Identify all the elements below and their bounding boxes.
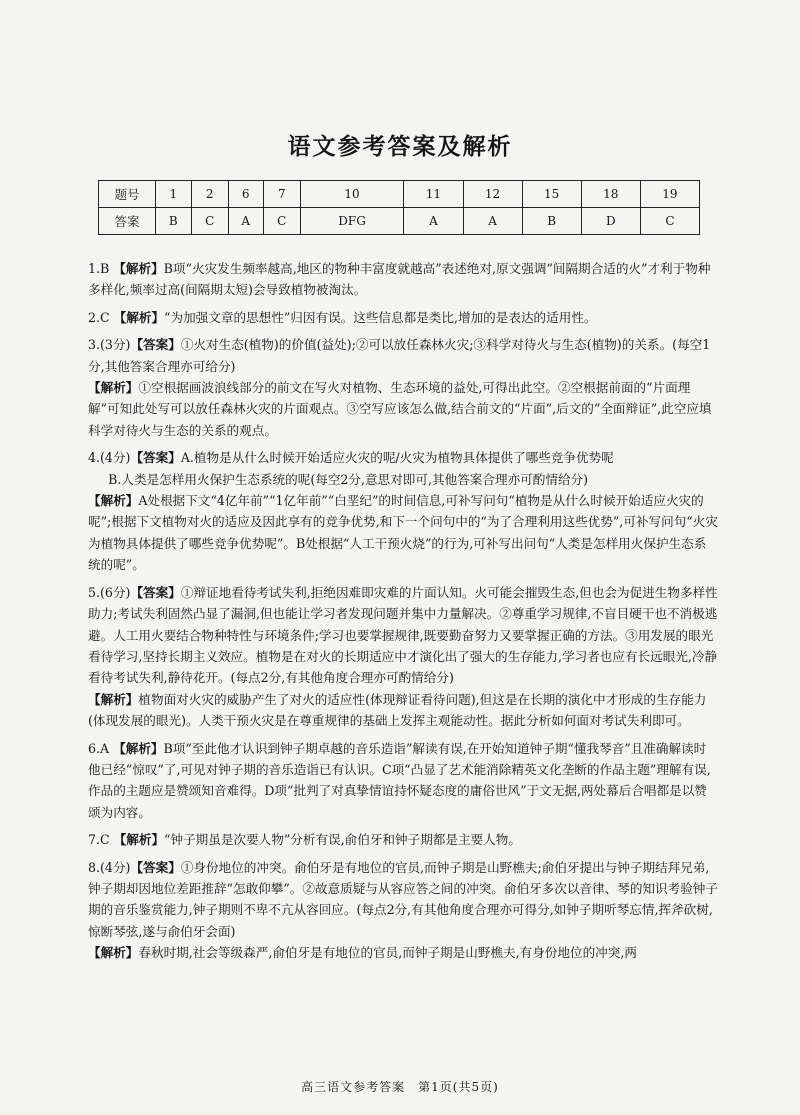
answer-tag: 【答案】: [130, 337, 181, 353]
answer-tag: 【答案】: [130, 859, 181, 875]
answer-tag: 【答案】: [130, 584, 181, 600]
item-2: [88, 307, 718, 328]
answer-table: [98, 180, 700, 235]
analysis-tag: 【解析】: [88, 691, 139, 707]
item-number: 3.(3分): [88, 337, 131, 353]
answer-cell: B: [156, 208, 192, 235]
question-number: 11: [404, 181, 463, 208]
analysis-tag: 【解析】: [88, 945, 139, 961]
item-text: ①身份地位的冲突。俞伯牙是有地位的官员,而钟子期是山野樵夫;俞伯牙提出与钟子期结拜兄弟,钟子期却因地位差距推辞“怎敢仰攀”。②故意质疑与从容应答之间的冲突。俞伯牙多次以音律、琴的知识考验钟子期的音乐鉴赏能力,钟子期则不卑不亢从容回应。(每点2分,有其他角度合理亦可得分,如钟子期听琴忘情,挥斧砍树,惊断琴弦,遂与俞伯牙会面): [88, 859, 718, 939]
answer-cell: A: [463, 208, 522, 235]
question-number: 7: [263, 181, 300, 208]
item-analysis: A处根据下文“4亿年前”“1亿年前”“白垩纪”的时间信息,可补写问句“植物是从什么时候开始适应火灾的呢”;根据下文植物对火的适应及因此享有的竞争优势,和下一个问句中的“为了合理利用这些优势”,可补写问句“火灾为植物具体提供了哪些竞争优势呢”。B处根据“人工干预火烧”的行为,可补写出问句“人类是怎样用火保护生态系统的呢”。: [88, 493, 718, 573]
analysis-tag: 【解析】: [88, 380, 139, 396]
question-number: 12: [463, 181, 522, 208]
answer-cell: A: [228, 208, 263, 235]
question-number: 6: [228, 181, 263, 208]
item-number: 4.(4分): [88, 450, 131, 466]
item-text: ①辩证地看待考试失利,拒绝因难即灾难的片面认知。火可能会摧毁生态,但也会为促进生物多样性助力;考试失利固然凸显了漏洞,但也能让学习者发现问题并集中力量解决。②尊重学习规律,不盲目硬干也不消极逃避。人工用火要结合物种特性与环境条件;学习也要掌握规律,既要勤奋努力又要掌握正确的方法。③用发展的眼光看待学习,坚持长期主义效应。植物是在对火的长期适应中才演化出了强大的生存能力,学习者也应有长远眼光,冷静看待考试失利,静待花开。(每点2分,有其他角度合理亦可酌情给分): [88, 584, 718, 686]
analysis-tag: 【解析】: [113, 309, 165, 325]
item-text: B项“至此他才认识到钟子期卓越的音乐造诣”解读有误,在开始知道钟子期“懂我琴音”且准确解读时他已经“惊叹”了,可见对钟子期的音乐造诣已有认识。C项“凸显了艺术能消除精英文化垄断的作品主题”理解有误,作品的主题应是赞颂知音难得。D项“批判了对真挚情谊持怀疑态度的庸俗世风”于文无据,两处幕后合唱都是以赞颂为内容。: [88, 740, 711, 820]
item-analysis: 春秋时期,社会等级森严,俞伯牙是有地位的官员,而钟子期是山野樵夫,有身份地位的冲突,两: [138, 945, 637, 961]
answer-cell: B: [522, 208, 581, 235]
answer-explanations: [88, 258, 718, 970]
answer-cell: DFG: [300, 208, 404, 235]
item-text: “为加强文章的思想性”归因有误。这些信息都是类比,增加的是表达的适用性。: [164, 309, 597, 325]
item-text: B项“火灾发生频率越高,地区的物种丰富度就越高”表述绝对,原文强调“间隔期合适的火”才利于物种多样化,频率过高(间隔期太短)会导致植物被淘汰。: [88, 261, 711, 298]
item-1: [88, 258, 718, 301]
answer-cell: C: [640, 208, 699, 235]
item-text: A.植物是从什么时候开始适应火灾的呢/火灾为植物具体提供了哪些竞争优势呢: [180, 450, 614, 466]
question-number: 19: [640, 181, 699, 208]
item-number: 7.C: [88, 832, 110, 848]
page-footer: 高三语文参考答案 第1页(共5页): [301, 1080, 499, 1094]
item-analysis: ①空根据画波浪线部分的前文在写火对植物、生态环境的益处,可得出此空。②空根据前面的“片面理解”可知此处写可以放任森林火灾的片面观点。③空写应该怎么做,结合前文的“片面”,后文的“全面辩证”,此空应填科学对待火与生态的关系的观点。: [88, 380, 712, 438]
item-number: 8.(4分): [88, 859, 131, 875]
item-5: [88, 582, 718, 732]
item-text-b: B.人类是怎样用火保护生态系统的呢(每空2分,意思对即可,其他答案合理亦可酌情给分): [108, 471, 589, 487]
analysis-tag: 【解析】: [113, 740, 164, 756]
question-number-label: 题号: [99, 181, 156, 208]
answer-cell: C: [191, 208, 228, 235]
item-3: [88, 334, 718, 441]
item-number: 2.C: [88, 309, 110, 325]
answer-cell: C: [263, 208, 300, 235]
page-title: 语文参考答案及解析: [287, 134, 513, 160]
analysis-tag: 【解析】: [113, 261, 164, 276]
answer-cell: A: [404, 208, 463, 235]
question-number: 10: [300, 181, 404, 208]
item-7: [88, 829, 718, 850]
item-number: 1.B: [88, 261, 110, 276]
question-number: 15: [522, 181, 581, 208]
analysis-tag: 【解析】: [88, 493, 139, 509]
answer-table-answer-row: [99, 208, 700, 235]
item-number: 6.A: [88, 740, 110, 756]
item-analysis: 植物面对火灾的威胁产生了对火的适应性(体现辩证看待问题),但这是在长期的演化中才形成的生存能力(体现发展的眼光)。人类干预火灾是在尊重规律的基础上发挥主观能动性。据此分析如何面对考试失利即可。: [88, 691, 707, 729]
analysis-tag: 【解析】: [113, 832, 165, 848]
question-number: 1: [156, 181, 192, 208]
item-4: [88, 447, 718, 575]
answer-table-question-row: [99, 181, 700, 208]
question-number: 2: [191, 181, 228, 208]
answer-tag: 【答案】: [130, 450, 181, 466]
item-6: [88, 738, 718, 824]
answer-label: 答案: [99, 208, 156, 235]
answer-cell: D: [581, 208, 640, 235]
item-text: “钟子期虽是次要人物”分析有误,俞伯牙和钟子期都是主要人物。: [164, 832, 521, 848]
item-number: 5.(6分): [88, 584, 131, 600]
question-number: 18: [581, 181, 640, 208]
item-text: ①火对生态(植物)的价值(益处);②可以放任森林火灾;③科学对待火与生态(植物)的关系。(每空1分,其他答案合理亦可给分): [88, 337, 711, 374]
item-8: [88, 857, 718, 964]
